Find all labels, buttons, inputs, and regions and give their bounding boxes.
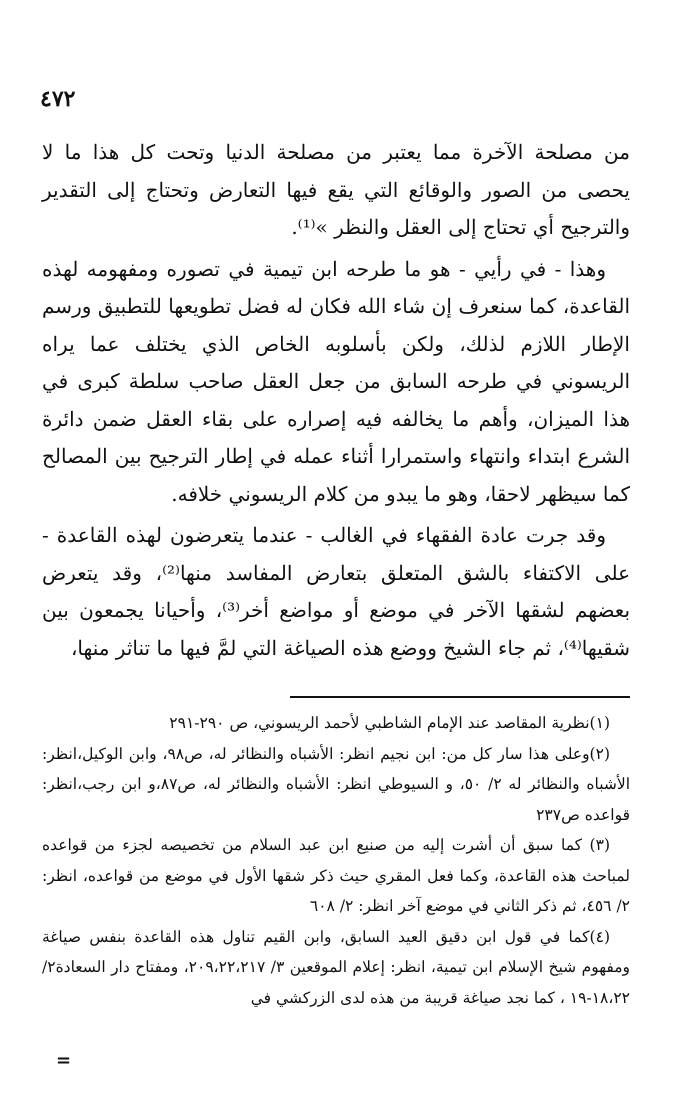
footnote: (٤)كما في قول ابن دقيق العيد السابق، وابن القيم تناول هذه القاعدة بنفس صياغة ومفهوم شيخ الإسلام ابن تيمية، انظر: إعلام الموقعين ٣/ ٢٠٩،٢٢،٢١٧، ومفتاح دار السعادة٢/ ١٨،٢٢-١٩ ، كما نجد صياغة قريبة من هذه لدى الزركشي في (42, 927, 630, 1007)
footnote: (٢)وعلى هذا سار كل من: ابن نجيم انظر: الأشباه والنظائر له، ص٩٨، وابن الوكيل،انظر: الأشباه والنظائر له ٢/ ٥٠، و السيوطي انظر: الأشباه والنظائر له، ص٨٧،و ابن رجب،انظر: قواعده ص٢٣٧ (42, 744, 631, 824)
paragraph: من مصلحة الآخرة مما يعتبر من مصلحة الدنيا وتحت كل هذا ما لا يحصى من الصور والوقائع التي يقع فيها التعارض وتحتاج إلى التقدير والترجيح أي تحتاج إلى العقل والنظر »⁽¹⁾. (42, 140, 630, 239)
paragraph: وقد جرت عادة الفقهاء في الغالب - عندما يتعرضون لهذه القاعدة - على الاكتفاء بالشق المتعلق بتعارض المفاسد منها⁽²⁾، وقد يتعرض بعضهم لشقها الآخر في موضع أو مواضع أخر⁽³⁾، وأحيانا يجمعون بين شقيها⁽⁴⁾، ثم جاء الشيخ ووضع هذه الصياغة التي لمَّ فيها ما تناثر منها، (42, 523, 631, 660)
footnote: (٣) كما سبق أن أشرت إليه من صنيع ابن عبد السلام من تخصيصه لجزء من قواعده لمباحث هذه القاعدة، وكما فعل المقري حيث ذكر شقها الأول في موضع من قواعده، انظر: ٢/ ٤٥٦، ثم ذكر الثاني في موضع آخر انظر: ٢/ ٦٠٨ (42, 836, 630, 915)
footnote: (١)نظرية المقاصد عند الإمام الشاطبي لأحمد الريسوني، ص ٢٩٠-٢٩١ (169, 714, 610, 732)
footnotes (42, 708, 630, 1013)
continuation-mark: = (56, 1050, 72, 1071)
footnote-separator (290, 696, 630, 698)
page-number: ٤٧٢ (40, 86, 76, 112)
paragraph: وهذا - في رأيي - هو ما طرحه ابن تيمية في تصوره ومفهومه لهذه القاعدة، كما سنعرف إن شاء الله فكان له فضل تطويعها للتطبيق ورسم الإطار اللازم لذلك، ولكن بأسلوبه الخاص الذي يختلف عما يراه الريسوني في طرحه السابق من جعل العقل صاحب سلطة كبرى في هذا الميزان، وأهم ما يخالفه فيه إصراره على بقاء العقل ضمن دائرة الشرع ابتداء وانتهاء واستمرارا أثناء عمله في إطار الترجيح بين المصالح كما سيظهر لاحقا، وهو ما يبدو من كلام الريسوني خلافه. (42, 256, 630, 506)
main-text (42, 134, 630, 671)
